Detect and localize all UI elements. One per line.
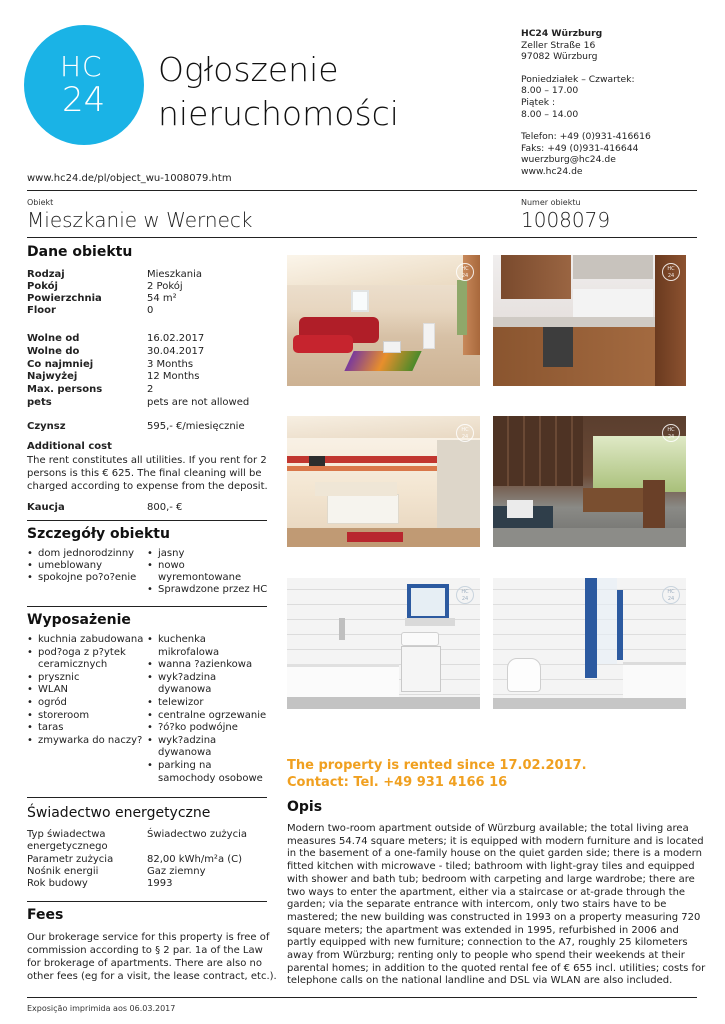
object-label: Obiekt — [27, 198, 54, 207]
list-item: • ogród — [27, 697, 145, 710]
list-item: • storeroom — [27, 710, 145, 723]
rented-line: The property is rented since 17.02.2017. — [287, 758, 587, 773]
list-item: • WLAN — [27, 684, 145, 697]
list-item: • kuchnia zabudowana — [27, 634, 145, 647]
hc24-watermark-icon: HC 24 — [456, 424, 474, 442]
energy-value: Świadectwo zużycia — [147, 829, 247, 840]
dane-value: pets are not allowed — [147, 396, 250, 408]
opis-line: square meters; the apartment was extended in 1995, refurbished in 2006 and — [287, 924, 679, 936]
divider — [27, 237, 697, 238]
list-item: • wyk?adzina dywanowa — [147, 735, 269, 760]
deposit-value: 800,- € — [147, 502, 183, 513]
divider — [27, 606, 267, 607]
energy-key-cont: energetycznego — [27, 841, 108, 852]
opis-line: parental homes; in addition to the quoted rental fee of € 655 incl. utilities; costs for — [287, 962, 706, 974]
photo-bathroom-2 — [493, 578, 686, 709]
energy-key: Rok budowy — [27, 878, 88, 889]
office-web[interactable]: www.hc24.de — [521, 165, 583, 177]
divider — [27, 797, 267, 798]
list-item: • wanna ?azienkowa — [147, 659, 269, 672]
details-heading: Szczegóły obiektu — [27, 526, 170, 542]
office-name: HC24 Würzburg — [521, 28, 603, 39]
list-item: • parking na samochody osobowe — [147, 760, 269, 785]
hc24-watermark-icon: HC 24 — [662, 586, 680, 604]
object-number-label: Numer obiektu — [521, 198, 581, 207]
energy-key: Parametr zużycia — [27, 854, 114, 865]
fees-line: Our brokerage service for this property is free of — [27, 932, 270, 943]
rented-notice — [287, 757, 587, 791]
list-item: • wyk?adzina dywanowa — [147, 672, 269, 697]
office-contact — [521, 28, 651, 178]
photo-bedroom — [287, 416, 480, 547]
dane-key: Wolne do — [27, 345, 80, 357]
list-item: • ?ó?ko podwójne — [147, 722, 269, 735]
equipment-list-2 — [147, 634, 269, 785]
photo-terrace — [493, 416, 686, 547]
dane-value: 16.02.2017 — [147, 333, 205, 344]
dane-availability-list — [27, 333, 267, 410]
title-line-2: nieruchomości — [158, 94, 399, 133]
hc24-watermark-icon: HC 24 — [662, 263, 680, 281]
deposit-key: Kaucja — [27, 502, 65, 513]
opis-line: in the basement of a one-family house on the quiet garden side; there is a modern — [287, 848, 702, 860]
opis-heading: Opis — [287, 799, 323, 815]
opis-line: garden; via the separate entrance with intercom, only two stairs have to be — [287, 899, 667, 911]
additional-cost-line: charged according to expense from the deposit. — [27, 481, 268, 492]
photo-kitchen — [493, 255, 686, 386]
deposit-row — [27, 502, 267, 514]
energy-value: 1993 — [147, 878, 173, 889]
opis-line: partly equipped with new furniture; connection to the A7, roughly 25 kilometers — [287, 937, 688, 949]
dane-key: Najwyżej — [27, 371, 78, 383]
divider — [27, 520, 267, 521]
fees-line: for brokerage of apartments. There are also no — [27, 958, 263, 969]
fees-text — [27, 931, 277, 983]
equipment-heading: Wyposażenie — [27, 612, 131, 628]
dane-heading: Dane obiektu — [27, 244, 133, 260]
office-hours-label-1: Poniedziałek – Czwartek: — [521, 73, 635, 85]
rent-row — [27, 421, 267, 433]
dane-value: 2 Pokój — [147, 281, 183, 292]
energy-heading: Świadectwo energetyczne — [27, 805, 211, 821]
rent-value: 595,- €/miesięcznie — [147, 421, 245, 432]
dane-key: Co najmniej — [27, 358, 94, 370]
energy-value: Gaz ziemny — [147, 866, 206, 877]
dane-value: 30.04.2017 — [147, 345, 205, 357]
equipment-list-1 — [27, 634, 145, 747]
dane-value: 2 — [147, 384, 154, 396]
hc24-watermark-icon: HC 24 — [456, 263, 474, 281]
energy-value: 82,00 kWh/m²a (C) — [147, 854, 243, 865]
opis-line: Modern two-room apartment outside of Würzburg available; the total living area — [287, 823, 689, 834]
office-email[interactable]: wuerzburg@hc24.de — [521, 154, 616, 166]
logo-text-bottom: 24 — [62, 80, 106, 120]
opis-line: away from Würzburg; renting only to people who spend their weekends at their — [287, 950, 685, 962]
list-item: • pod?oga z p?ytek ceramicznych — [27, 647, 145, 672]
divider — [27, 997, 697, 998]
hc24-logo — [24, 25, 144, 145]
dane-key: Pokój — [27, 281, 58, 292]
list-item: • zmywarka do naczy? — [27, 735, 145, 748]
office-hours-1: 8.00 – 17.00 — [521, 85, 579, 97]
opis-line: measures 54.74 square meters; it is equipped with modern furniture and is located — [287, 835, 704, 847]
divider — [27, 901, 267, 902]
energy-list — [27, 829, 267, 890]
list-item: • jasny — [147, 548, 269, 560]
list-item: • spokojne po?o?enie — [27, 572, 145, 584]
additional-cost-line: The rent constitutes all utilities. If you rent for 2 — [27, 455, 267, 466]
dane-key: pets — [27, 396, 52, 408]
dane-key: Floor — [27, 305, 56, 316]
rent-key: Czynsz — [27, 421, 66, 432]
hc24-watermark-icon: HC 24 — [456, 586, 474, 604]
print-date-footer: Exposição imprimida aos 06.03.2017 — [27, 1004, 176, 1013]
dane-value: 3 Months — [147, 358, 194, 370]
opis-line: with shower and bath tub; bedroom with carpeting and large wardrobe; there are — [287, 873, 695, 885]
fees-line: commission according to § 2 par. 1a of the Law — [27, 945, 263, 956]
dane-value: 12 Months — [147, 371, 200, 383]
dane-value: 54 m² — [147, 293, 177, 304]
object-name: Mieszkanie w Werneck — [27, 208, 253, 232]
dane-key: Wolne od — [27, 333, 80, 344]
opis-line: fitted kitchen with microwave - tiled; bathroom with light-gray tiles and equipped — [287, 861, 695, 873]
opis-line: mastered; the new building was constructed in 1993 on a property measuring 720 — [287, 911, 701, 923]
photo-bathroom-1 — [287, 578, 480, 709]
dane-key: Max. persons — [27, 384, 103, 396]
fees-line: other fees (eg for a visit, the lease contract, etc.). — [27, 971, 277, 982]
dane-value: Mieszkania — [147, 269, 203, 280]
list-item: • telewizor — [147, 697, 269, 710]
details-list-1 — [27, 548, 145, 584]
energy-key: Nośnik energii — [27, 866, 99, 877]
office-hours-2: 8.00 – 14.00 — [521, 108, 579, 120]
office-phone: Telefon: +49 (0)931-416616 — [521, 131, 651, 143]
list-item: • Sprawdzone przez HC — [147, 584, 269, 596]
additional-cost-text — [27, 454, 268, 493]
opis-text — [287, 823, 705, 988]
additional-cost-label: Additional cost — [27, 441, 112, 452]
office-street: Zeller Straße 16 — [521, 39, 596, 51]
list-item: • taras — [27, 722, 145, 735]
office-fax: Faks: +49 (0)931-416644 — [521, 142, 639, 154]
fees-heading: Fees — [27, 907, 64, 923]
dane-value: 0 — [147, 305, 154, 316]
list-item: • prysznic — [27, 672, 145, 685]
opis-line: two ways to enter the apartment, either via a staircase or at-grade through the — [287, 886, 686, 898]
object-number: 1008079 — [521, 208, 611, 232]
energy-key: Typ świadectwa — [27, 829, 106, 840]
divider — [27, 190, 697, 191]
additional-cost-line: persons is this € 625. The final cleaning will be — [27, 468, 262, 479]
list-item: • nowo wyremontowane — [147, 560, 269, 584]
hc24-watermark-icon: HC 24 — [662, 424, 680, 442]
dane-key: Powierzchnia — [27, 293, 102, 304]
dane-basic-list — [27, 269, 267, 317]
list-item: • dom jednorodzinny — [27, 548, 145, 560]
dane-key: Rodzaj — [27, 269, 65, 280]
page-title — [158, 48, 399, 136]
title-line-1: Ogłoszenie — [158, 50, 339, 89]
logo-text-top: HC — [60, 50, 103, 83]
contact-line[interactable]: Contact: Tel. +49 931 4166 16 — [287, 775, 508, 790]
list-item: • centralne ogrzewanie — [147, 710, 269, 723]
object-url[interactable]: www.hc24.de/pl/object_wu-1008079.htm — [27, 173, 232, 184]
list-item: • umeblowany — [27, 560, 145, 572]
office-city: 97082 Würzburg — [521, 51, 598, 63]
details-list-2 — [147, 548, 269, 596]
list-item: • kuchenka mikrofalowa — [147, 634, 269, 659]
office-hours-label-2: Piątek : — [521, 96, 556, 108]
opis-line: telephone calls on the national landline and DSL via WLAN are also included. — [287, 975, 673, 987]
photo-living-room — [287, 255, 480, 386]
